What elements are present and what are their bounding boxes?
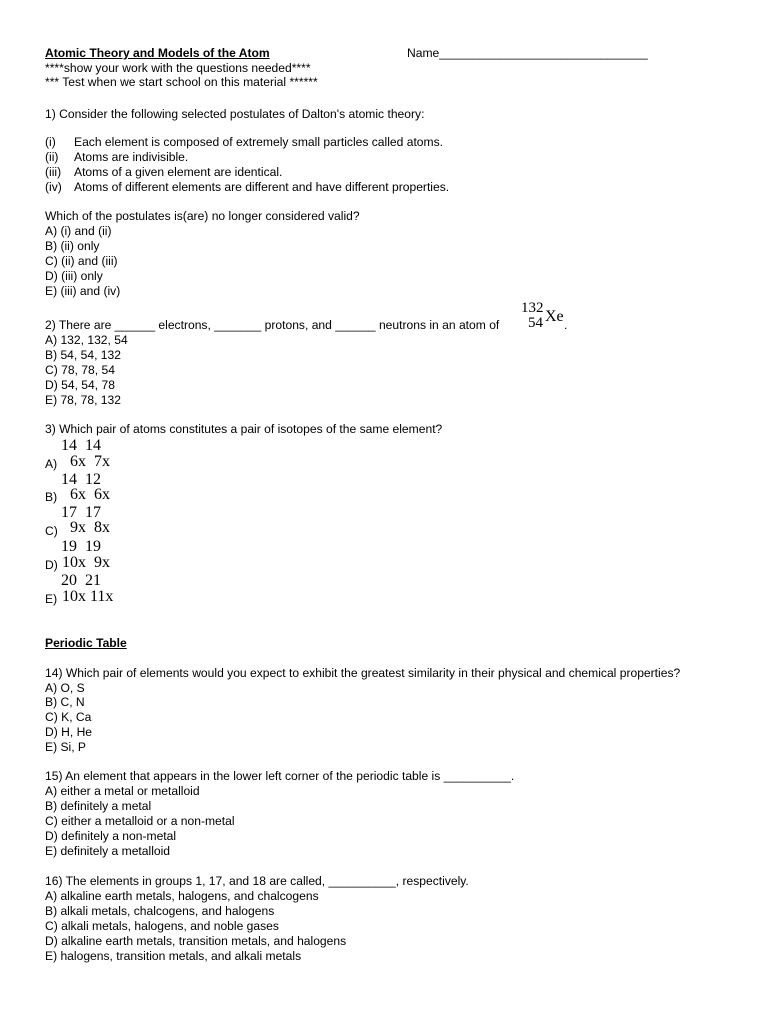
q3-option-atoms: 10x 11x [62, 588, 114, 605]
q2-prompt: 2) There are ______ electrons, _______ protons, and ______ neutrons in an atom of [45, 318, 500, 332]
q15-option: D) definitely a non-metal [45, 829, 177, 843]
q1-option: E) (iii) and (iv) [45, 284, 121, 298]
q15-option: E) definitely a metalloid [45, 844, 171, 858]
q14-option: A) O, S [45, 681, 85, 695]
q1-option: D) (iii) only [45, 269, 103, 283]
xe-mass-number: 132 [521, 300, 544, 316]
q14-option: E) Si, P [45, 740, 86, 754]
q2-period: . [564, 318, 568, 332]
test-note: *** Test when we start school on this material ****** [45, 75, 318, 89]
q3-option-atoms: 9x 8x [70, 519, 110, 536]
q2-option: A) 132, 132, 54 [45, 333, 128, 347]
q16-option: D) alkaline earth metals, transition metals, and halogens [45, 934, 347, 948]
q16-option: C) alkali metals, halogens, and noble gases [45, 919, 279, 933]
q3-option-atoms: 6x 7x [70, 453, 110, 470]
q15-prompt: 15) An element that appears in the lower left corner of the periodic table is __________. [45, 769, 515, 783]
q14-option: B) C, N [45, 695, 85, 709]
section-heading: Periodic Table [45, 636, 127, 650]
q1-postulate-num: (i) [45, 135, 56, 149]
q2-option: C) 78, 78, 54 [45, 363, 115, 377]
q1-postulate-text: Atoms of different elements are different and have different properties. [74, 180, 450, 194]
q3-option-masses: 19 19 [61, 538, 101, 555]
q15-option: B) definitely a metal [45, 799, 152, 813]
q3-option-letter: B) [45, 490, 58, 504]
q3-option-letter: E) [45, 592, 58, 606]
q1-prompt: 1) Consider the following selected postulates of Dalton's atomic theory: [45, 107, 425, 121]
q1-postulate-text: Atoms are indivisible. [74, 150, 189, 164]
q3-option-masses: 14 14 [61, 437, 101, 454]
worksheet-title: Atomic Theory and Models of the Atom [45, 46, 270, 60]
q3-prompt: 3) Which pair of atoms constitutes a pair of isotopes of the same element? [45, 422, 443, 436]
q2-option: B) 54, 54, 132 [45, 348, 121, 362]
name-field-label: Name_______________________________ [407, 46, 648, 60]
q16-option: A) alkaline earth metals, halogens, and chalcogens [45, 889, 319, 903]
q2-option: E) 78, 78, 132 [45, 393, 121, 407]
q16-option: B) alkali metals, chalcogens, and halogens [45, 904, 275, 918]
q3-option-masses: 17 17 [61, 504, 101, 521]
q1-option: B) (ii) only [45, 239, 100, 253]
xe-atomic-number: 54 [528, 315, 543, 331]
q2-option: D) 54, 54, 78 [45, 378, 115, 392]
q1-postulate-num: (ii) [45, 150, 59, 164]
q1-postulate-text: Each element is composed of extremely small particles called atoms. [74, 135, 444, 149]
q1-postulate-num: (iii) [45, 165, 62, 179]
q15-option: C) either a metalloid or a non-metal [45, 814, 235, 828]
q1-option: A) (i) and (ii) [45, 224, 112, 238]
q3-option-letter: A) [45, 457, 58, 471]
q1-option: C) (ii) and (iii) [45, 254, 118, 268]
q16-option: E) halogens, transition metals, and alkali metals [45, 949, 302, 963]
q14-option: D) H, He [45, 725, 93, 739]
q1-postulate-text: Atoms of a given element are identical. [74, 165, 283, 179]
instruction-note: ****show your work with the questions needed**** [45, 61, 311, 75]
q15-option: A) either a metal or metalloid [45, 784, 200, 798]
q16-prompt: 16) The elements in groups 1, 17, and 18 are called, __________, respectively. [45, 874, 469, 888]
q14-prompt: 14) Which pair of elements would you expect to exhibit the greatest similarity in their physical and chemical properties? [45, 666, 681, 680]
q1-postulate-num: (iv) [45, 180, 62, 194]
q3-option-letter: D) [45, 558, 58, 572]
q14-option: C) K, Ca [45, 710, 92, 724]
q3-option-atoms: 10x 9x [62, 554, 110, 571]
xe-symbol: Xe [545, 308, 564, 325]
q3-option-masses: 20 21 [61, 572, 101, 589]
q1-question: Which of the postulates is(are) no longer considered valid? [45, 209, 360, 223]
q3-option-letter: C) [45, 524, 58, 538]
q3-option-atoms: 6x 6x [70, 486, 110, 503]
q3-option-masses: 14 12 [61, 471, 101, 488]
